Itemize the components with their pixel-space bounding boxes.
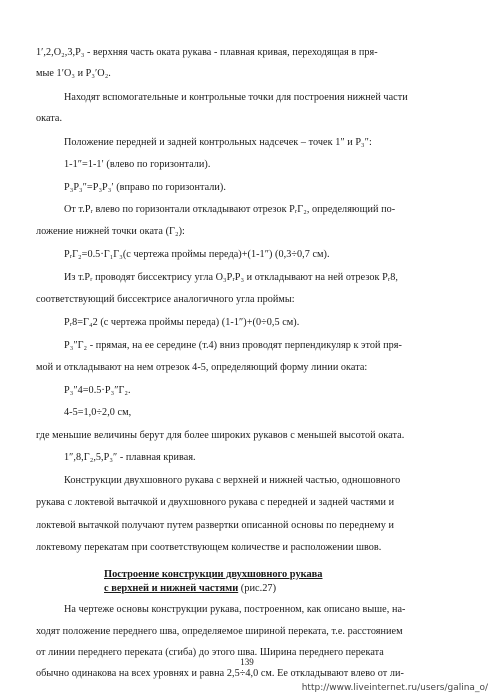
- paragraph-line: Положение передней и задней контрольных надсечек – точек 1″ и P₃″:: [64, 137, 372, 148]
- paragraph-line: оката.: [36, 113, 63, 124]
- paragraph-line: P₃P₃″=P₃P₃′ (вправо по горизонтали).: [64, 182, 226, 193]
- paragraph-line: 4-5=1,0÷2,0 см,: [64, 407, 132, 418]
- watermark-url: http://www.liveinternet.ru/users/galina_o/: [301, 683, 488, 693]
- paragraph-line: P₃″4=0.5·P₃″Г₂.: [64, 385, 131, 396]
- paragraph-line: От т.Pᵣ влево по горизонтали откладывают отрезок PᵣГ₂, определяющий по-: [64, 204, 396, 215]
- paragraph-line: соответствующий биссектрисе аналогичного угла проймы:: [36, 294, 295, 305]
- paragraph-line: рукава с локтевой вытачкой и двухшовного рукава с передней и задней частями и: [36, 497, 395, 508]
- heading-text: Построение конструкции двухшовного рукава: [104, 569, 323, 580]
- paragraph-line: ложение нижней точки оката (Г₂):: [36, 226, 185, 237]
- paragraph-line: P₃″Г₂ - прямая, на ее середине (т.4) вниз проводят перпендикуляр к этой пря-: [64, 340, 402, 351]
- paragraph-line: Pᵣ8=Г₄2 (с чертежа проймы переда) (1-1″)+(0÷0,5 см).: [64, 317, 300, 328]
- paragraph-line: Находят вспомогательные и контрольные точки для построения нижней части: [64, 92, 408, 103]
- paragraph-line: локтевому перекатам при соответствующем количестве и расположении швов.: [36, 542, 382, 553]
- paragraph-line: 1′,2,O₂,3,P₃ - верхняя часть оката рукава - плавная кривая, переходящая в пря-: [36, 47, 378, 58]
- paragraph-line: от линии переднего переката (сгиба) до этого шва. Ширина переднего переката: [36, 647, 384, 658]
- paragraph-line: PᵣГ₂=0.5·Г₁Г₃(с чертежа проймы переда)+(1-1″) (0,3÷0,7 см).: [64, 249, 330, 260]
- heading-text: с верхней и нижней частями: [104, 583, 239, 594]
- section-heading-line2: [104, 582, 276, 595]
- paragraph-line: где меньшие величины берут для более широких рукавов с меньшей высотой оката.: [36, 430, 405, 441]
- paragraph-line: 1-1″=1-1′ (влево по горизонтали).: [64, 159, 211, 170]
- paragraph-line: На чертеже основы конструкции рукава, построенном, как описано выше, на-: [64, 604, 406, 615]
- paragraph-line: 1″,8,Г₂,5,P₃″ - плавная кривая.: [64, 452, 196, 463]
- paragraph-line: Конструкции двухшовного рукава с верхней и нижней частью, одношовного: [64, 475, 401, 486]
- section-heading-line1: [104, 568, 322, 581]
- page-number: 139: [240, 657, 254, 667]
- paragraph-line: локтевой вытачкой получают путем развертки описанной основы по переднему и: [36, 520, 395, 531]
- paragraph-line: ходят положение переднего шва, определяемое шириной переката, т.е. расстоянием: [36, 626, 403, 637]
- paragraph-line: обычно одинакова на всех уровнях и равна 2,5÷4,0 см. Ее откладывают влево от ли-: [36, 668, 404, 679]
- paragraph-line: мые 1′O₃ и P₃′O₂.: [36, 68, 111, 79]
- paragraph-line: Из т.Pᵣ проводят биссектрису угла O₃PᵣP₃ и откладывают на ней отрезок Pᵣ8,: [64, 272, 398, 283]
- paragraph-line: мой и откладывают на нем отрезок 4-5, определяющий форму линии оката:: [36, 362, 368, 373]
- figure-reference: (рис.27): [238, 583, 277, 594]
